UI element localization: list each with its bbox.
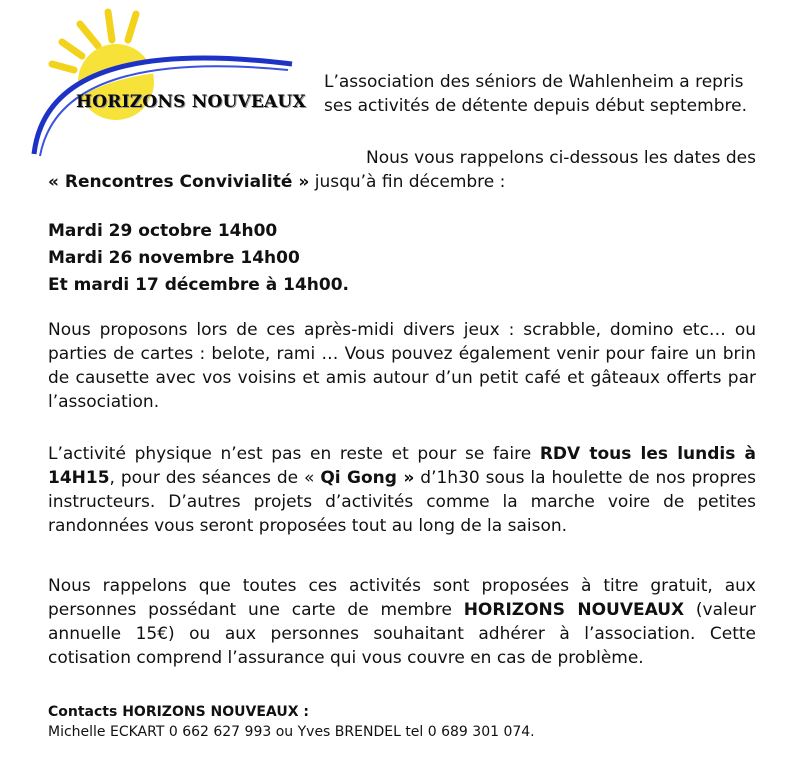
qigong-highlight: Qi Gong » [320,468,415,488]
free-paragraph [48,574,756,670]
intro-text [324,70,784,118]
sport-text: , pour des séances de « [109,468,321,488]
dates-list [48,218,756,299]
event-name: « Rencontres Convivialité » [48,172,310,192]
sport-text: d’1h30 sous la houlette de nos propres instructeurs. D’autres projets d’activités comme la marche voire de petites randonnées vous seront proposées tout au long de la saison. [48,468,756,536]
date-item: Et mardi 17 décembre à 14h00. [48,275,350,295]
intro-line-2: ses activités de détente depuis début septembre. [324,96,747,116]
intro-line-1: L’association des séniors de Wahlenheim a repris [324,72,744,92]
horizons-nouveaux-logo [20,4,320,164]
logo-text: HORIZONS NOUVEAUX [76,92,306,112]
free-text: (valeur annuelle 15€) ou aux personnes souhaitant adhérer à l’association. Cette cotisation comprend l’assurance qui vous couvre en cas de problème. [48,600,756,668]
contacts-block [48,702,535,742]
date-item: Mardi 29 octobre 14h00 [48,221,278,241]
games-paragraph: Nous proposons lors de ces après-midi divers jeux : scrabble, domino etc… ou parties de cartes : belote, rami … Vous pouvez également venir pour faire un brin de causette avec vos voisins et amis autour d’un petit café et gâteaux offerts par l’association. [48,320,756,412]
sun-horizon-icon [20,4,320,164]
sport-text: L’activité physique n’est pas en reste et pour se faire [48,444,540,464]
recall-paragraph [48,146,756,194]
recall-suffix: jusqu’à fin décembre : [309,172,506,192]
rdv-highlight: RDV tous les lundis à 14H15 [48,444,756,488]
member-highlight: HORIZONS NOUVEAUX [463,600,685,620]
free-text: Nous rappelons que toutes ces activités sont proposées à titre gratuit, aux personnes possédant une carte de membre [48,576,756,620]
sport-paragraph [48,442,756,538]
contacts-line: Michelle ECKART 0 662 627 993 ou Yves BRENDEL tel 0 689 301 074. [48,724,535,740]
date-item: Mardi 26 novembre 14h00 [48,248,300,268]
contacts-title: Contacts HORIZONS NOUVEAUX : [48,704,309,720]
recall-line-1: Nous vous rappelons ci-dessous les dates des [365,148,756,168]
